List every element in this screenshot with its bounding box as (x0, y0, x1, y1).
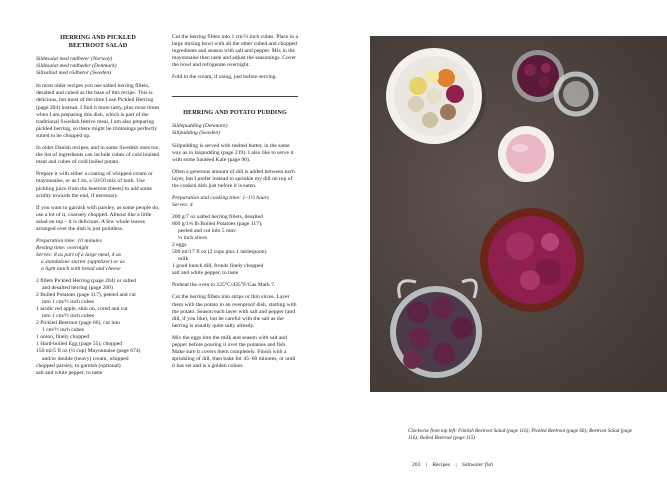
chapter-name: Saltwater fish (461, 462, 493, 468)
intro-paragraph: In older Danish recipes, and in some Swedish ones too, the list of ingredients can include cubes of cold braised meat and cubes of cold boiled potato. (36, 145, 160, 166)
section-divider (172, 96, 298, 97)
intro-paragraph: Prepare it with either a coating of whipped cream or mayonnaise, or as I do, a 50/50 mix of both. Use pickling juice from the beetroot (beets) to add some acidity towards the end, if necessary. (36, 171, 153, 199)
footer-separator: | (455, 462, 457, 468)
recipe-meta: Preparation time: 10 minutes Resting time: overnight Serves: 8 as part of a large meal, 4 as a standalone starter (appetizer) or as a light lunch with bread and cheese (36, 238, 125, 273)
bowl-beetroot-salad (498, 126, 554, 182)
intro-paragraph: In most older recipes you use salted herring fillets, desalted and cubed as the base of this recipe. This is delicious, but most of the time I use Pickled Herring (page 204) instead. I find it more tasty, plus most times when I am preparing this dish, which is part of the traditional Swedish festive meal, I am also preparing pickled herring, so there might be trimmings perfectly suited to be chopped up. (36, 83, 160, 139)
page-number: 203 (412, 462, 421, 468)
recipe-title-herring-potato: HERRING AND POTATO PUDDING (183, 108, 287, 116)
pot-boiled-beetroot (390, 280, 482, 378)
plate-finnish-beetroot-salad (386, 48, 486, 144)
method-paragraph: Fold in the cream, if using, just before serving. (172, 74, 277, 81)
page-footer (412, 462, 493, 468)
column-left (36, 34, 160, 382)
method-paragraph: Mix the eggs into the milk and season with salt and pepper before pouring it over the potatoes and fish. Make sure it covers them completely. Finish with a sprinkling of dill, then bake for 45–60 minutes, or until it has set and is a golden colour. (172, 334, 296, 370)
bowl-beetroot-large (480, 208, 584, 312)
photo-caption: Clockwise from top left: Finnish Beetroot Salad (page 116); Pickled Beetroot (page 66); Beetroot Salad (page 116); Boiled Beetroot (page 115) (408, 428, 633, 441)
recipe-title-herring-beetroot: HERRING AND PICKLED BEETROOT SALAD (60, 34, 136, 49)
ingredient-list: 2 fillets Pickled Herring (page 204) or salted and desalted herring (page 200) 2 Boiled Potatoes (page 117), peeled and cut into 1 cm/½ inch cubes 1 acidic red apple, skin on, cored and cut into 1 cm/½ inch cubes 2 Pickled Beetroot (page 66), cut into 1 cm/½ inch cubes 1 onion, finely chopped 1 Hard-boiled Egg (page 55), chopped 150 ml/5 fl oz (⅔ cup) Mayonnaise (page 674) and/or double (heavy) cream, whipped chopped parsley, to garnish (optional) salt and white pepper, to taste (36, 277, 141, 376)
recipe-meta: Preparation and cooking time: 1–1½ hours Serves: 4 (172, 195, 270, 209)
section-name: Recipes (432, 462, 451, 468)
recipe-alt-names: Sildesalat med rødbeter (Norway) Sildesalat med rødbeder (Denmark) Sillsallad med rödbetor (Sweden) (36, 56, 117, 77)
recipe-alt-names: Sildepudding (Denmark) Sillpudding (Sweden) (172, 122, 228, 136)
method-paragraph: Cut the herring fillets into 1 cm/½ inch cubes. Place in a large mixing bowl with all the other cubed and chopped ingredients and season with salt and pepper. Mix in the mayonnaise then taste and adjust the seasonings. Cover the bowl and refrigerate overnight. (172, 34, 298, 69)
method-paragraph: Preheat the oven to 225°C/435°F/Gas Mark 7. (172, 282, 276, 289)
footer-separator: | (425, 462, 427, 468)
intro-paragraph: If you want to garnish with parsley, as some people do, use a lot of it, coarsely chopped. Almost like a little salad on top – it is delicious. A few whole leaves arranged over the dish is just pointless. (36, 204, 160, 232)
photo-illustration (370, 36, 667, 392)
food-photograph (370, 36, 667, 392)
ingredient-list: 200 g/7 oz salted herring fillets, desalted 800 g/1¾ lb Boiled Potatoes (page 117), peeled and cut into 5 mm/ ¼ inch slices 2 eggs 500 ml/17 fl oz (2 cups plus 1 tablespoon) milk 1 good bunch dill, fronds finely chopped salt and white pepper, to taste (172, 213, 267, 277)
method-paragraph: Cut the herring fillets into strips or thin slices. Layer them with the potato in an ovenproof dish, starting with the potato. Season each layer with salt and pepper (and dill, if you like), but be careful with the salt as the herring is usually quite salty already. (172, 294, 297, 329)
column-middle (172, 34, 298, 375)
intro-paragraph: Often a generous amount of dill is added between each layer, but I prefer instead to sprinkle my dill on top of the cooked dish just before it is eaten. (172, 169, 295, 190)
intro-paragraph: Sillpudding is served with melted butter, in the same way as in laxpudding (page 219). I also like to serve it with some Sautéed Kale (page 90). (172, 142, 294, 163)
jar-pickled-beetroot (512, 50, 596, 114)
